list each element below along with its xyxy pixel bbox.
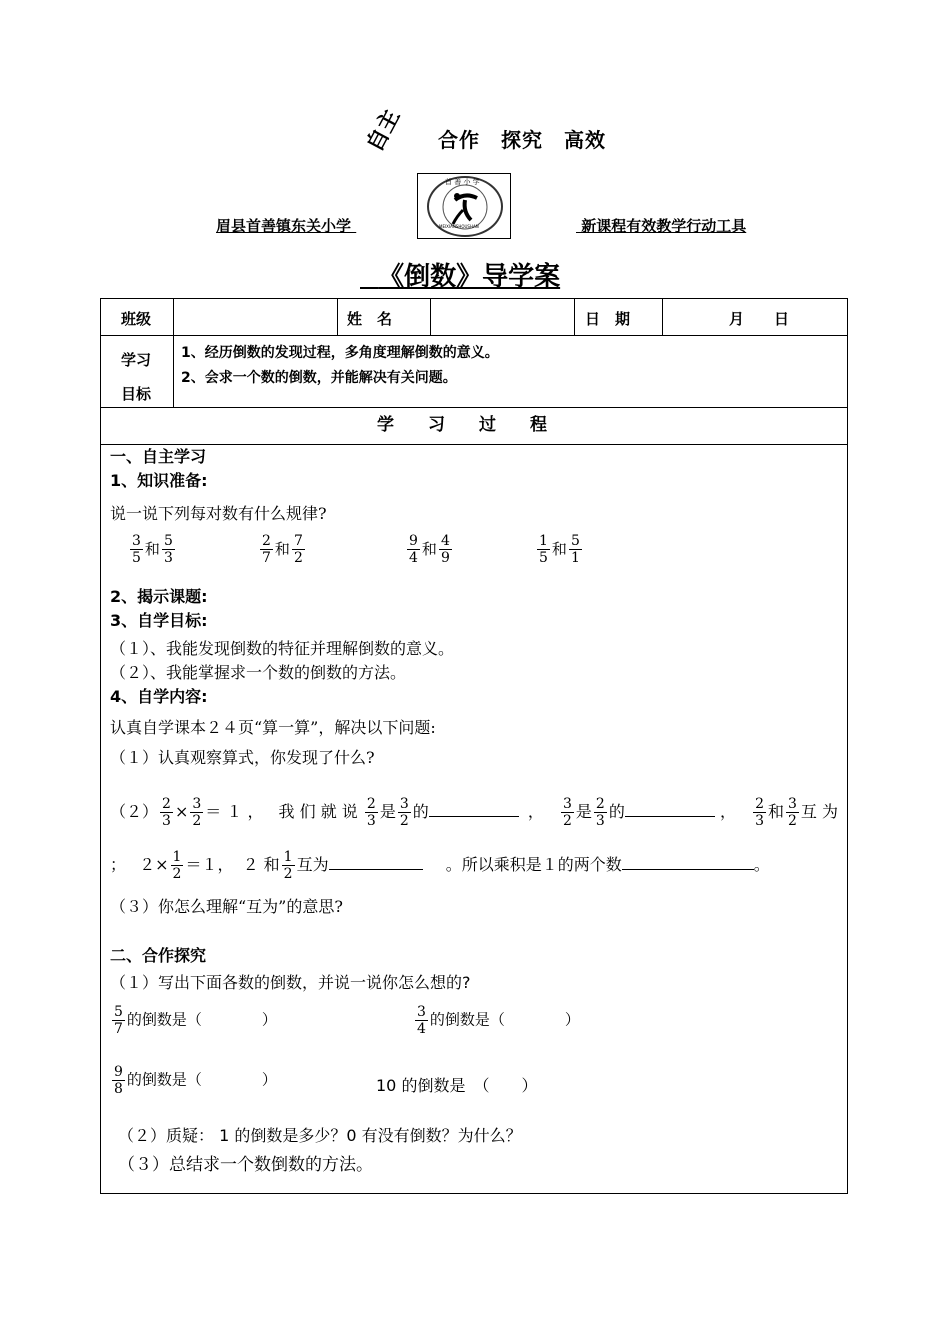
blank-4[interactable] <box>622 855 754 870</box>
name-label: 姓 名 <box>347 310 393 328</box>
col-divider <box>662 299 663 335</box>
row-divider <box>101 407 847 408</box>
goal-label-top: 学习 <box>121 351 152 369</box>
col-divider <box>574 299 575 335</box>
content-intro: 认真自学课本２４页“算一算”，解决以下问题: <box>110 718 436 737</box>
blank-2[interactable] <box>625 802 715 817</box>
motto: 合作 探究 高效 <box>438 128 606 152</box>
class-field[interactable] <box>181 301 331 331</box>
goal-label-bottom: 目标 <box>121 385 152 403</box>
col-divider <box>173 335 174 407</box>
document-title: 《倒数》导学案 <box>378 262 561 292</box>
logo-text: 首 善 小 学 <box>445 178 480 186</box>
reciprocal-item-5-7: $\frac{5}{7}$ 的倒数是（ ） <box>114 1004 277 1037</box>
col-divider <box>430 299 431 335</box>
question-2-line-2: ； ２× $\frac{1}{2}$ ＝１， ２ 和 $\frac{1}{2}$ 互为 。所以乘积是１的两个数 。 <box>110 849 770 882</box>
blank-3[interactable] <box>329 855 423 870</box>
motto-rotated: 自主 <box>362 105 406 157</box>
date-label: 日 期 <box>585 310 631 328</box>
reciprocal-item-10: 10 的倒数是 （ ） <box>376 1076 538 1095</box>
logo-emblem <box>427 176 503 237</box>
blank-1[interactable] <box>429 802 519 817</box>
question-3: （３）你怎么理解“互为”的意思? <box>110 897 343 916</box>
row-divider <box>101 335 847 336</box>
date-field[interactable]: 月 日 <box>729 310 790 328</box>
pairs-prompt: 说一说下列每对数有什么规律? <box>110 504 327 523</box>
col-divider <box>337 299 338 335</box>
aim-1: （１）、我能发现倒数的特征并理解倒数的意义。 <box>110 639 455 658</box>
name-field[interactable] <box>437 301 567 331</box>
coop-question-1: （１）写出下面各数的倒数，并说一说你怎么想的? <box>110 973 471 992</box>
self-study-content-heading: 4、自学内容: <box>110 687 208 706</box>
goal-2: 2、会求一个数的倒数，并能解决有关问题。 <box>181 370 457 386</box>
col-divider <box>173 299 174 335</box>
fraction-pair-4: $\frac{1}{5}$ 和 $\frac{5}{1}$ <box>539 533 580 566</box>
reciprocal-item-3-4: $\frac{3}{4}$ 的倒数是（ ） <box>417 1004 580 1037</box>
coop-question-2: （２）质疑： 1 的倒数是多少？0 有没有倒数？为什么？ <box>118 1126 522 1145</box>
question-1: （１）认真观察算式，你发现了什么? <box>110 748 375 767</box>
section-1-heading: 一、自主学习 <box>110 447 207 466</box>
fraction-pair-1: $\frac{3}{5}$ 和 $\frac{5}{3}$ <box>132 533 173 566</box>
reciprocal-item-9-8: $\frac{9}{8}$ 的倒数是（ ） <box>114 1064 277 1097</box>
row-divider <box>101 444 847 445</box>
fraction-pair-2: $\frac{2}{7}$ 和 $\frac{7}{2}$ <box>262 533 303 566</box>
tool-caption: 新课程有效教学行动工具 <box>576 217 747 235</box>
question-2-line-1: （２） $\frac{2}{3}$ × $\frac{3}{2}$ ＝ １ ， 我 们 就 说 $\frac{2}{3}$ 是 $\frac{3}{2}$ 的 ， $\frac{3}{2}$ 是 $\frac{2}{3}$ 的 ， $\frac{2}{3}$ 和 $\frac{3}{2}$ 互 为 <box>110 796 839 829</box>
process-heading: 学 习 过 程 <box>377 415 547 435</box>
logo-ring-text: MEIXIANSHOUSHAN <box>439 224 479 229</box>
school-name: 眉县首善镇东关小学 <box>216 217 357 235</box>
knowledge-prep-heading: 1、知识准备: <box>110 471 208 490</box>
coop-question-3: （３）总结求一个数倒数的方法。 <box>118 1155 373 1175</box>
class-label: 班级 <box>121 310 152 328</box>
reveal-topic-heading: 2、揭示课题: <box>110 587 208 606</box>
fraction-pair-3: $\frac{9}{4}$ 和 $\frac{4}{9}$ <box>409 533 450 566</box>
goal-1: 1、经历倒数的发现过程，多角度理解倒数的意义。 <box>181 345 499 361</box>
school-logo <box>417 173 511 239</box>
aim-2: （２）、我能掌握求一个数的倒数的方法。 <box>110 663 407 682</box>
self-study-aims-heading: 3、自学目标: <box>110 611 208 630</box>
section-2-heading: 二、合作探究 <box>110 946 207 965</box>
